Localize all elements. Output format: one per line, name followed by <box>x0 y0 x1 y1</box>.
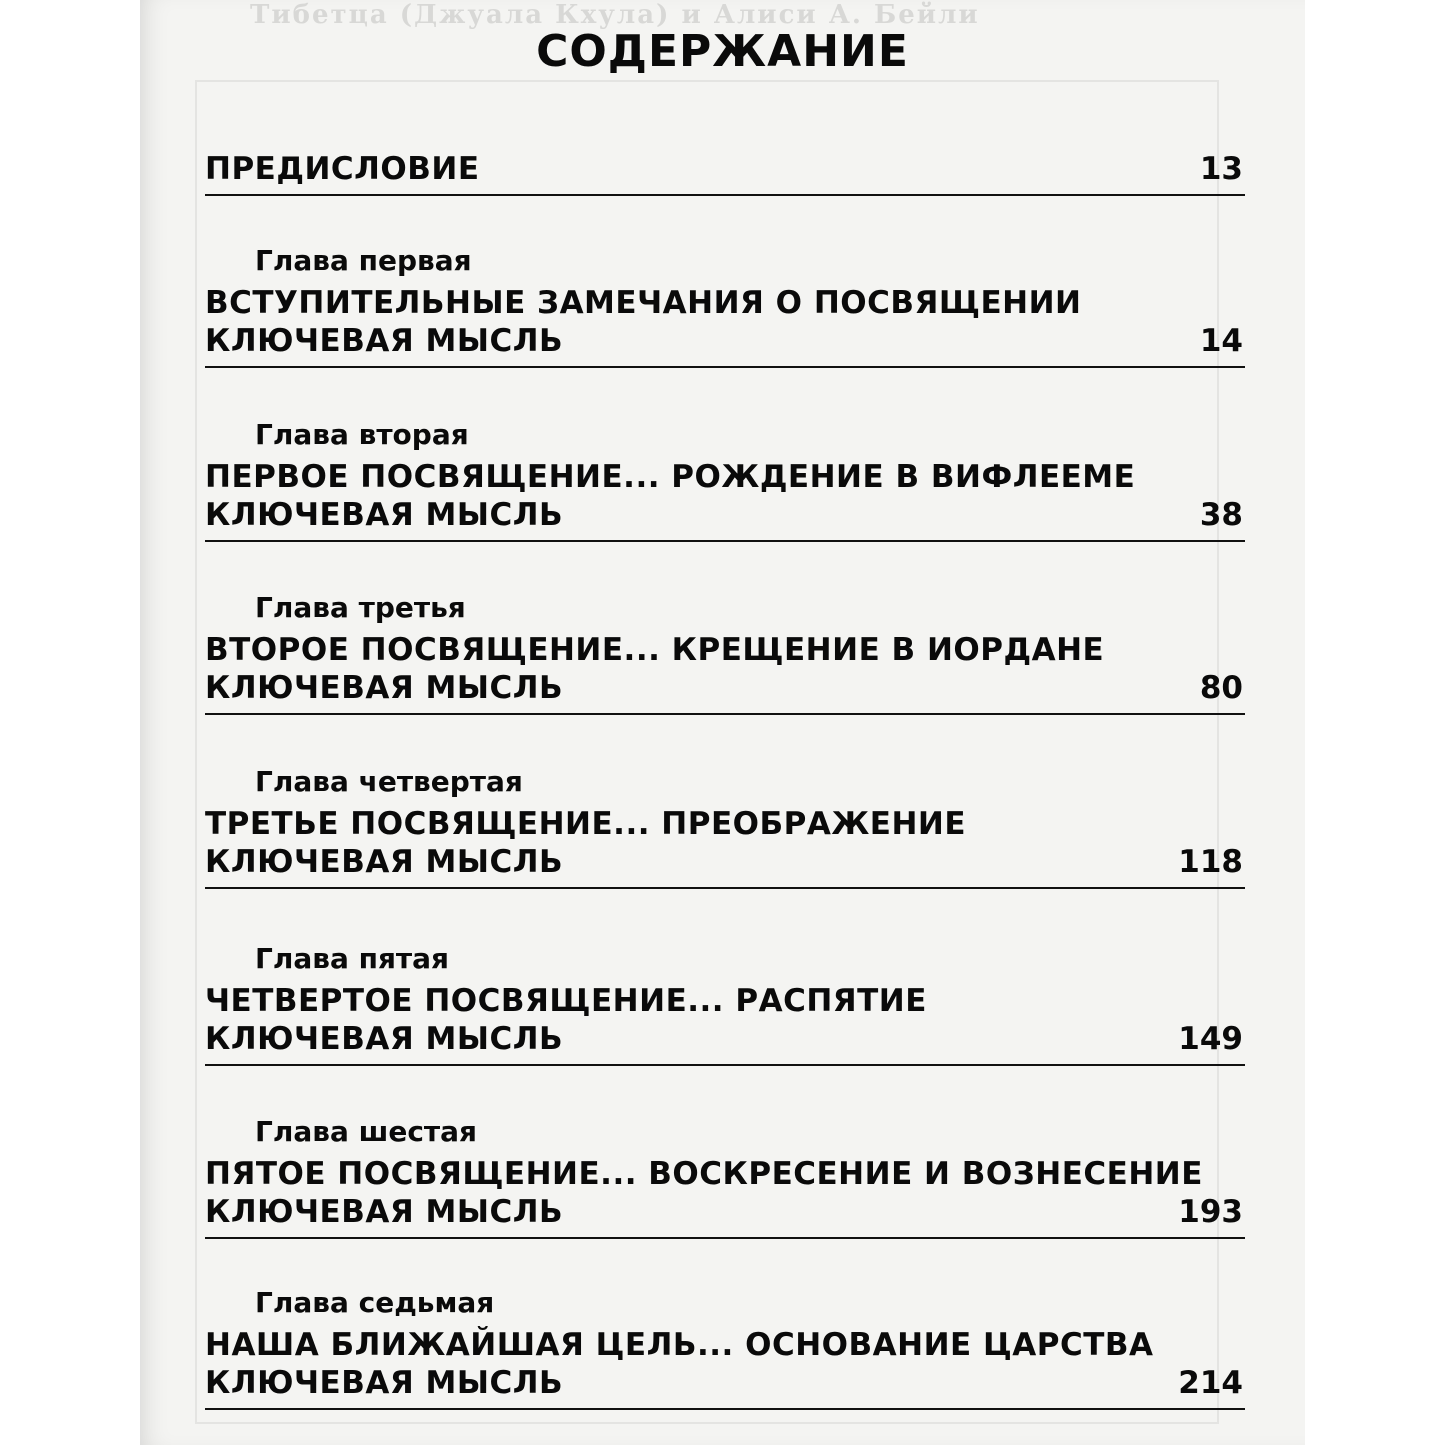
entry-page-number: 193 <box>1178 1194 1243 1230</box>
entry-heading: ПРЕДИСЛОВИЕ <box>205 151 480 187</box>
entry-subheading: КЛЮЧЕВАЯ МЫСЛЬ <box>205 670 564 706</box>
divider <box>205 1064 1245 1066</box>
entry-page-number: 214 <box>1178 1365 1243 1401</box>
chapter-label: Глава шестая <box>255 1115 478 1148</box>
divider <box>205 366 1245 368</box>
entry-page-number: 38 <box>1199 497 1243 533</box>
chapter-label: Глава вторая <box>255 418 469 451</box>
entry-page-number: 118 <box>1178 844 1243 880</box>
chapter-label: Глава первая <box>255 244 472 277</box>
entry-heading: ЧЕТВЕРТОЕ ПОСВЯЩЕНИЕ... РАСПЯТИЕ <box>205 983 927 1019</box>
toc-entry-chapter-4[interactable] <box>205 765 1245 889</box>
chapter-label: Глава пятая <box>255 942 450 975</box>
chapter-label: Глава четвертая <box>255 765 523 798</box>
divider <box>205 540 1245 542</box>
entry-subheading: КЛЮЧЕВАЯ МЫСЛЬ <box>205 497 564 533</box>
entry-page-number: 14 <box>1199 323 1243 359</box>
entry-subheading: КЛЮЧЕВАЯ МЫСЛЬ <box>205 1194 564 1230</box>
entry-page-number: 13 <box>1199 151 1243 187</box>
toc-entry-preface[interactable] <box>205 150 1245 196</box>
entry-subheading: КЛЮЧЕВАЯ МЫСЛЬ <box>205 1021 564 1057</box>
entry-subheading: КЛЮЧЕВАЯ МЫСЛЬ <box>205 1365 564 1401</box>
divider <box>205 1408 1245 1410</box>
entry-heading: ВСТУПИТЕЛЬНЫЕ ЗАМЕЧАНИЯ О ПОСВЯЩЕНИИ <box>205 285 1082 321</box>
divider <box>205 713 1245 715</box>
entry-heading: ВТОРОЕ ПОСВЯЩЕНИЕ... КРЕЩЕНИЕ В ИОРДАНЕ <box>205 632 1105 668</box>
toc-entry-chapter-2[interactable] <box>205 418 1245 542</box>
toc-entry-chapter-3[interactable] <box>205 591 1245 715</box>
toc-entry-chapter-5[interactable] <box>205 942 1245 1066</box>
chapter-label: Глава третья <box>255 591 466 624</box>
entry-heading: ПЯТОЕ ПОСВЯЩЕНИЕ... ВОСКРЕСЕНИЕ И ВОЗНЕСЕНИЕ <box>205 1156 1203 1192</box>
bleed-through-text: Тибетца (Джуала Кхула) и Алиси А. Бейли <box>250 0 980 30</box>
chapter-label: Глава седьмая <box>255 1286 495 1319</box>
entry-heading: НАША БЛИЖАЙШАЯ ЦЕЛЬ... ОСНОВАНИЕ ЦАРСТВА <box>205 1327 1154 1363</box>
divider <box>205 1237 1245 1239</box>
entry-heading: ТРЕТЬЕ ПОСВЯЩЕНИЕ... ПРЕОБРАЖЕНИЕ <box>205 806 967 842</box>
entry-subheading: КЛЮЧЕВАЯ МЫСЛЬ <box>205 323 564 359</box>
entry-heading: ПЕРВОЕ ПОСВЯЩЕНИЕ... РОЖДЕНИЕ В ВИФЛЕЕМЕ <box>205 459 1136 495</box>
entry-subheading: КЛЮЧЕВАЯ МЫСЛЬ <box>205 844 564 880</box>
divider <box>205 887 1245 889</box>
divider <box>205 194 1245 196</box>
toc-entry-chapter-6[interactable] <box>205 1115 1245 1239</box>
toc-entry-chapter-1[interactable] <box>205 244 1245 368</box>
entry-page-number: 80 <box>1199 670 1243 706</box>
entry-page-number: 149 <box>1178 1021 1243 1057</box>
toc-title: СОДЕРЖАНИЕ <box>536 26 909 77</box>
toc-entry-chapter-7[interactable] <box>205 1286 1245 1410</box>
